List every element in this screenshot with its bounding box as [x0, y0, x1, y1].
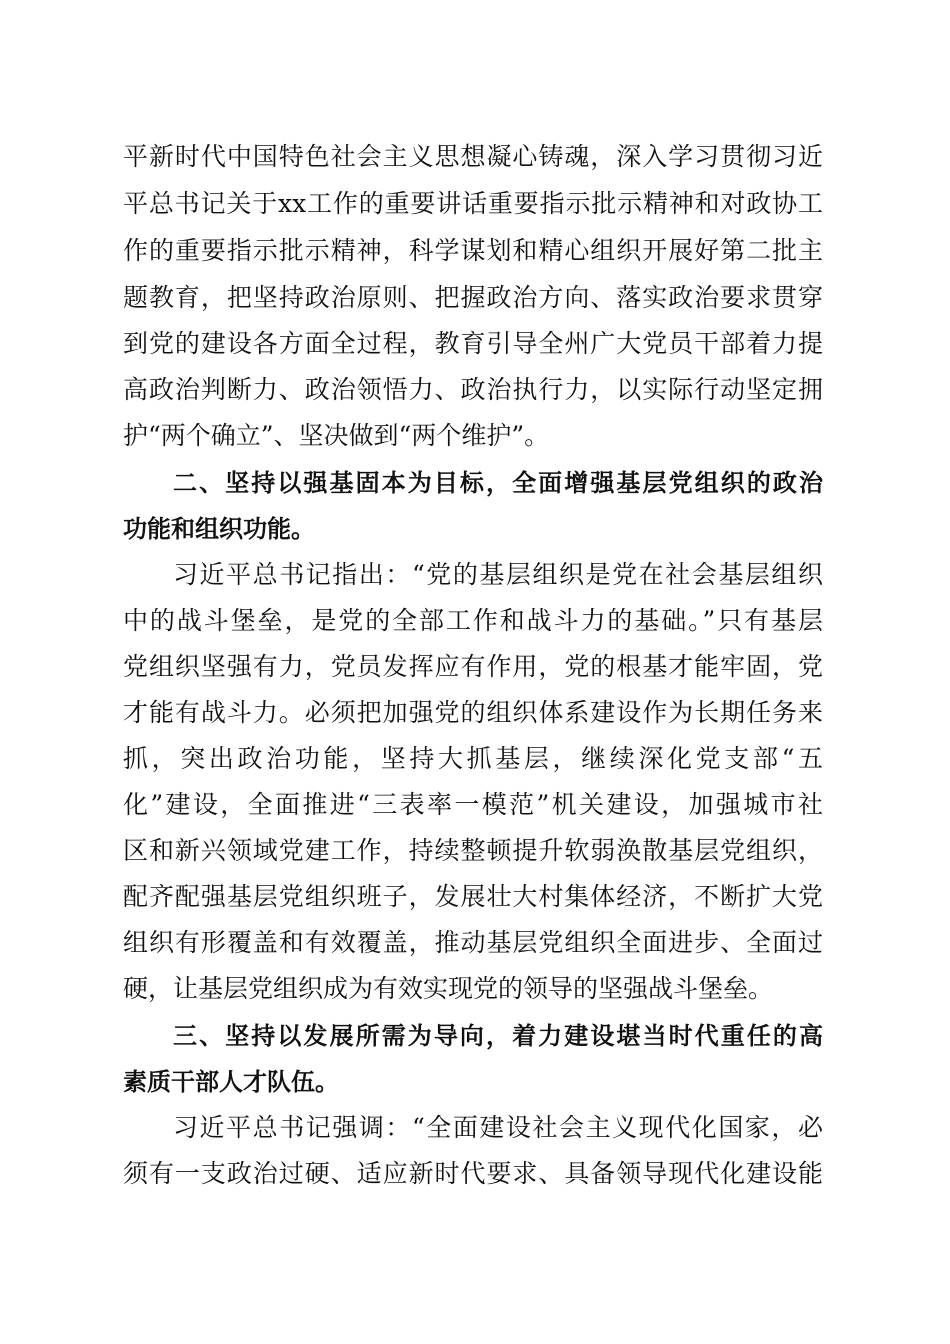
text-line: 到党的建设各方面全过程，教育引导全州广大党员干部着力提 — [123, 329, 823, 358]
text-line: 中的战斗堡垒，是党的全部工作和战斗力的基础。”只有基层 — [123, 606, 823, 635]
heading-line: 素质干部人才队伍。 — [123, 1068, 339, 1096]
text-line: 党组织坚强有力，党员发挥应有作用，党的根基才能牢固，党 — [123, 652, 823, 681]
text-line: 题教育，把坚持政治原则、把握政治方向、落实政治要求贯穿 — [123, 283, 823, 312]
heading-line: 三、坚持以发展所需为导向，着力建设堪当时代重任的高 — [173, 1022, 823, 1050]
text-line: 才能有战斗力。必须把加强党的组织体系建设作为长期任务来 — [123, 698, 823, 727]
text-line: 区和新兴领域党建工作，持续整顿提升软弱涣散基层党组织， — [123, 836, 823, 865]
text-line: 抓，突出政治功能，坚持大抓基层，继续深化党支部“五 — [123, 744, 823, 773]
heading-line: 功能和组织功能。 — [123, 515, 315, 543]
text-line: 习近平总书记强调：“全面建设社会主义现代化国家，必 — [173, 1113, 823, 1142]
heading-line: 二、坚持以强基固本为目标，全面增强基层党组织的政治 — [173, 469, 823, 497]
text-line: 作的重要指示批示精神，科学谋划和精心组织开展好第二批主 — [123, 236, 823, 265]
text-line: 须有一支政治过硬、适应新时代要求、具备领导现代化建设能 — [123, 1159, 823, 1188]
text-line: 护“两个确立”、坚决做到“两个维护”。 — [123, 421, 550, 450]
text-line: 习近平总书记指出：“党的基层组织是党在社会基层组织 — [173, 560, 823, 589]
text-line: 平新时代中国特色社会主义思想凝心铸魂，深入学习贯彻习近 — [123, 142, 823, 171]
text-line: 高政治判断力、政治领悟力、政治执行力，以实际行动坚定拥 — [123, 375, 823, 404]
text-line: 化”建设，全面推进“三表率一模范”机关建设，加强城市社 — [123, 790, 823, 819]
text-line: 配齐配强基层党组织班子，发展壮大村集体经济，不断扩大党 — [123, 882, 823, 911]
text-line: 平总书记关于xx工作的重要讲话重要指示批示精神和对政协工 — [123, 189, 823, 218]
text-line: 组织有形覆盖和有效覆盖，推动基层党组织全面进步、全面过 — [123, 928, 823, 957]
text-line: 硬，让基层党组织成为有效实现党的领导的坚强战斗堡垒。 — [123, 974, 774, 1003]
